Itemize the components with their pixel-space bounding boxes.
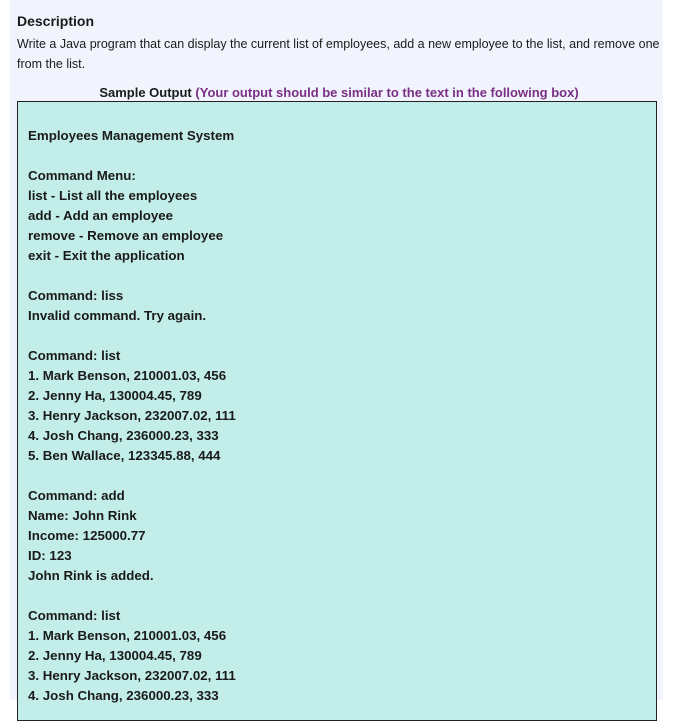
console-line: Employees Management System [28, 128, 235, 143]
sample-output-note: (Your output should be similar to the text in the following box) [195, 85, 579, 100]
console-line: 3. Henry Jackson, 232007.02, 111 [28, 668, 236, 683]
console-line: 4. Josh Chang, 236000.23, 333 [28, 428, 219, 443]
console-line: 5. Ben Wallace, 123345.88, 444 [28, 448, 221, 463]
blank-line [28, 326, 236, 346]
blank-line [28, 586, 236, 606]
console-line: Name: John Rink [28, 508, 137, 523]
console-line: Command: list [28, 348, 121, 363]
console-line: ID: 123 [28, 548, 72, 563]
console-line: John Rink is added. [28, 568, 154, 583]
console-line: Invalid command. Try again. [28, 308, 207, 323]
console-line: exit - Exit the application [28, 248, 185, 263]
console-line: Command Menu: [28, 168, 136, 183]
console-line: remove - Remove an employee [28, 228, 224, 243]
console-line: Income: 125000.77 [28, 528, 146, 543]
console-line: 2. Jenny Ha, 130004.45, 789 [28, 648, 202, 663]
sample-output-note-text: Your output should be similar to the text in the following box [199, 85, 575, 100]
sample-output-heading [0, 85, 678, 100]
blank-line [28, 146, 236, 166]
console-line: add - Add an employee [28, 208, 174, 223]
console-line: 3. Henry Jackson, 232007.02, 111 [28, 408, 236, 423]
console-line: 1. Mark Benson, 210001.03, 456 [28, 628, 227, 643]
console-line: Command: liss [28, 288, 124, 303]
console-line: list - List all the employees [28, 188, 198, 203]
console-lines [28, 126, 236, 706]
console-line: Command: list [28, 608, 121, 623]
description-title: Description [17, 13, 95, 29]
console-line: 4. Josh Chang, 236000.23, 333 [28, 688, 219, 703]
sample-output-label: Sample Output [99, 85, 192, 100]
console-line: Command: add [28, 488, 125, 503]
console-line: 2. Jenny Ha, 130004.45, 789 [28, 388, 202, 403]
description-text: Write a Java program that can display the current list of employees, add a new employee to the list, and remove one from the list. [17, 37, 660, 71]
sample-output-box [17, 101, 657, 721]
console-line: 1. Mark Benson, 210001.03, 456 [28, 368, 227, 383]
blank-line [28, 266, 236, 286]
blank-line [28, 466, 236, 486]
